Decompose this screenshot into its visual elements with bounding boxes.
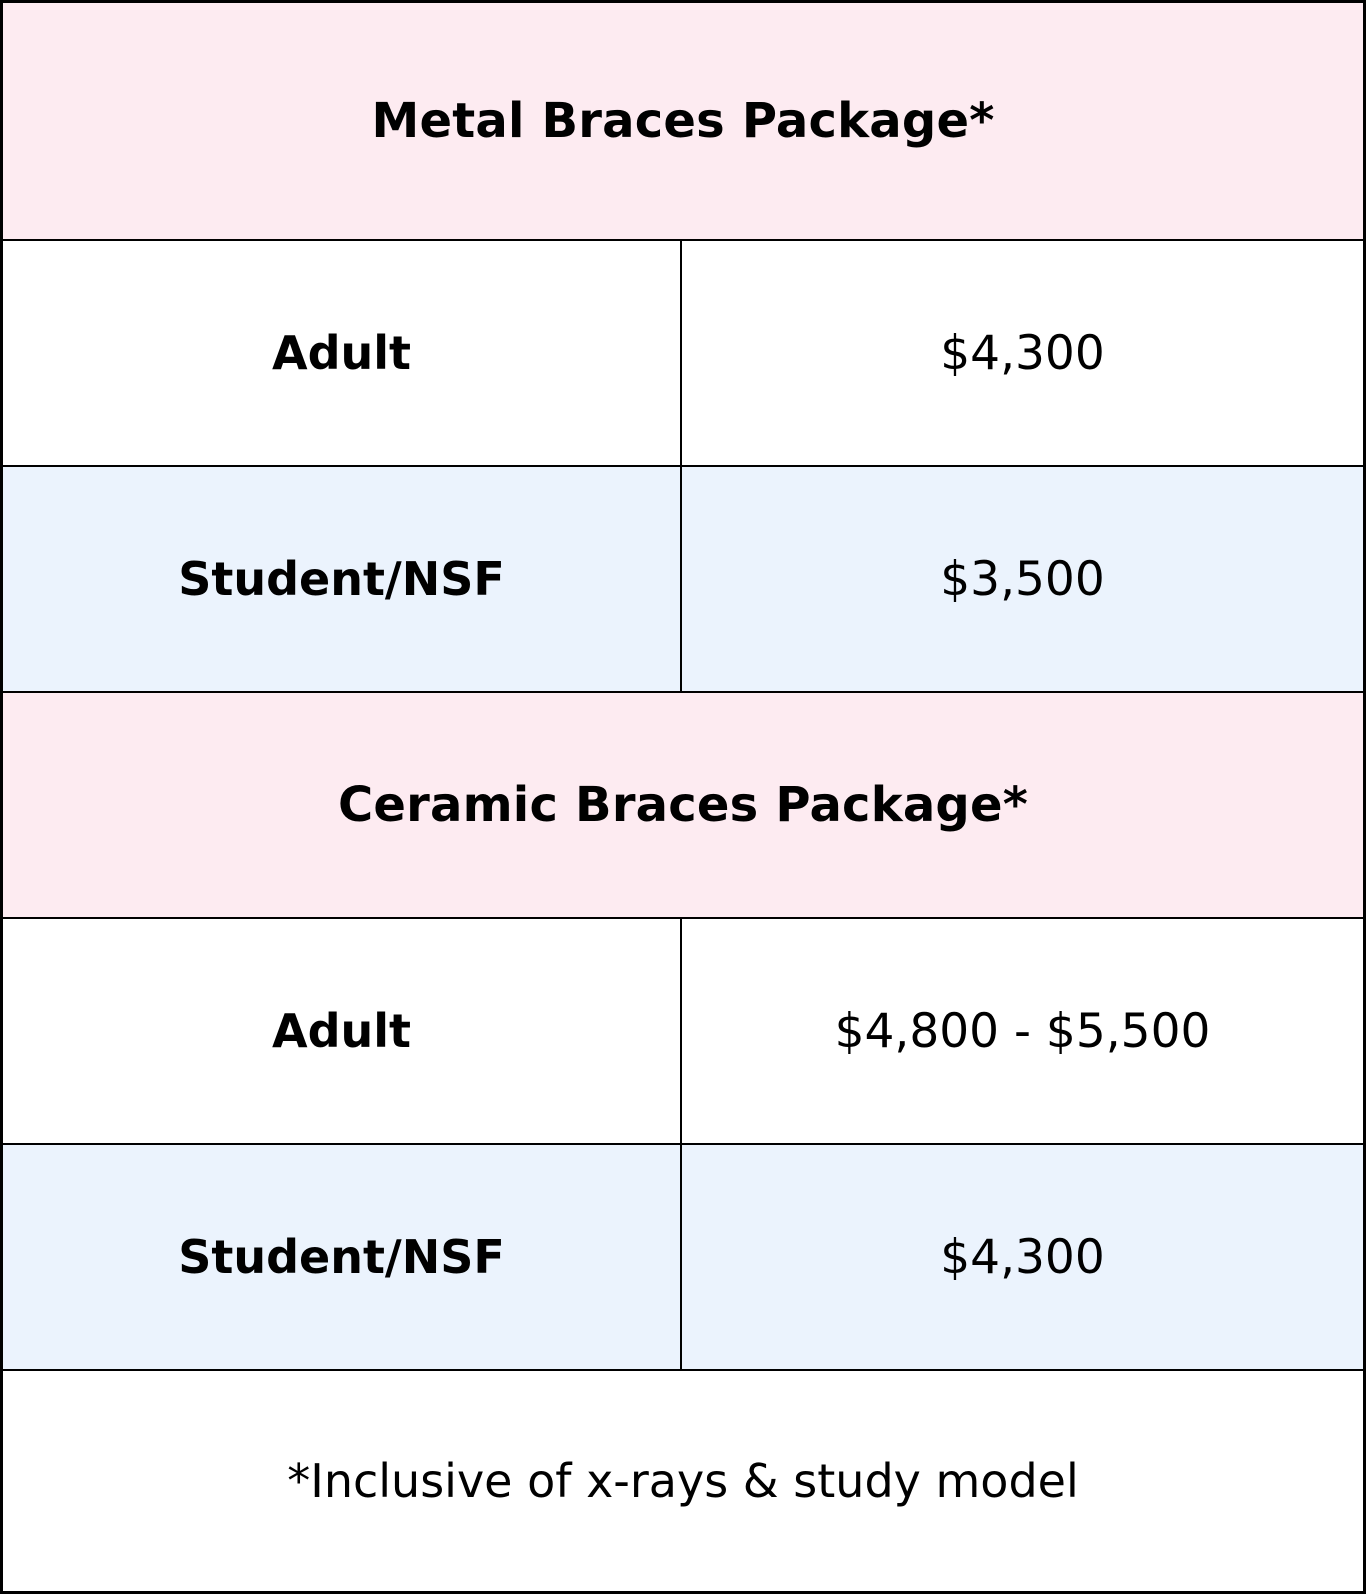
metal-braces-header <box>3 3 1363 239</box>
row-price: $4,800 - $5,500 <box>834 1003 1211 1059</box>
footnote-cell <box>3 1369 1363 1591</box>
ceramic-student-price-cell <box>682 1143 1363 1369</box>
row-price: $4,300 <box>940 1229 1105 1285</box>
ceramic-student-label-cell <box>3 1143 682 1369</box>
ceramic-adult-price-cell <box>682 917 1363 1143</box>
row-label: Adult <box>271 326 412 380</box>
section-title: Ceramic Braces Package* <box>337 777 1029 833</box>
row-price: $4,300 <box>940 325 1105 381</box>
section-title: Metal Braces Package* <box>371 93 995 149</box>
metal-student-label-cell <box>3 465 682 691</box>
ceramic-adult-label-cell <box>3 917 682 1143</box>
footnote: *Inclusive of x-rays & study model <box>287 1454 1079 1508</box>
row-price: $3,500 <box>940 551 1105 607</box>
metal-adult-label-cell <box>3 239 682 465</box>
metal-adult-price-cell <box>682 239 1363 465</box>
row-label: Student/NSF <box>178 552 505 606</box>
row-label: Adult <box>271 1004 412 1058</box>
ceramic-braces-header <box>3 691 1363 917</box>
metal-student-price-cell <box>682 465 1363 691</box>
row-label: Student/NSF <box>178 1230 505 1284</box>
